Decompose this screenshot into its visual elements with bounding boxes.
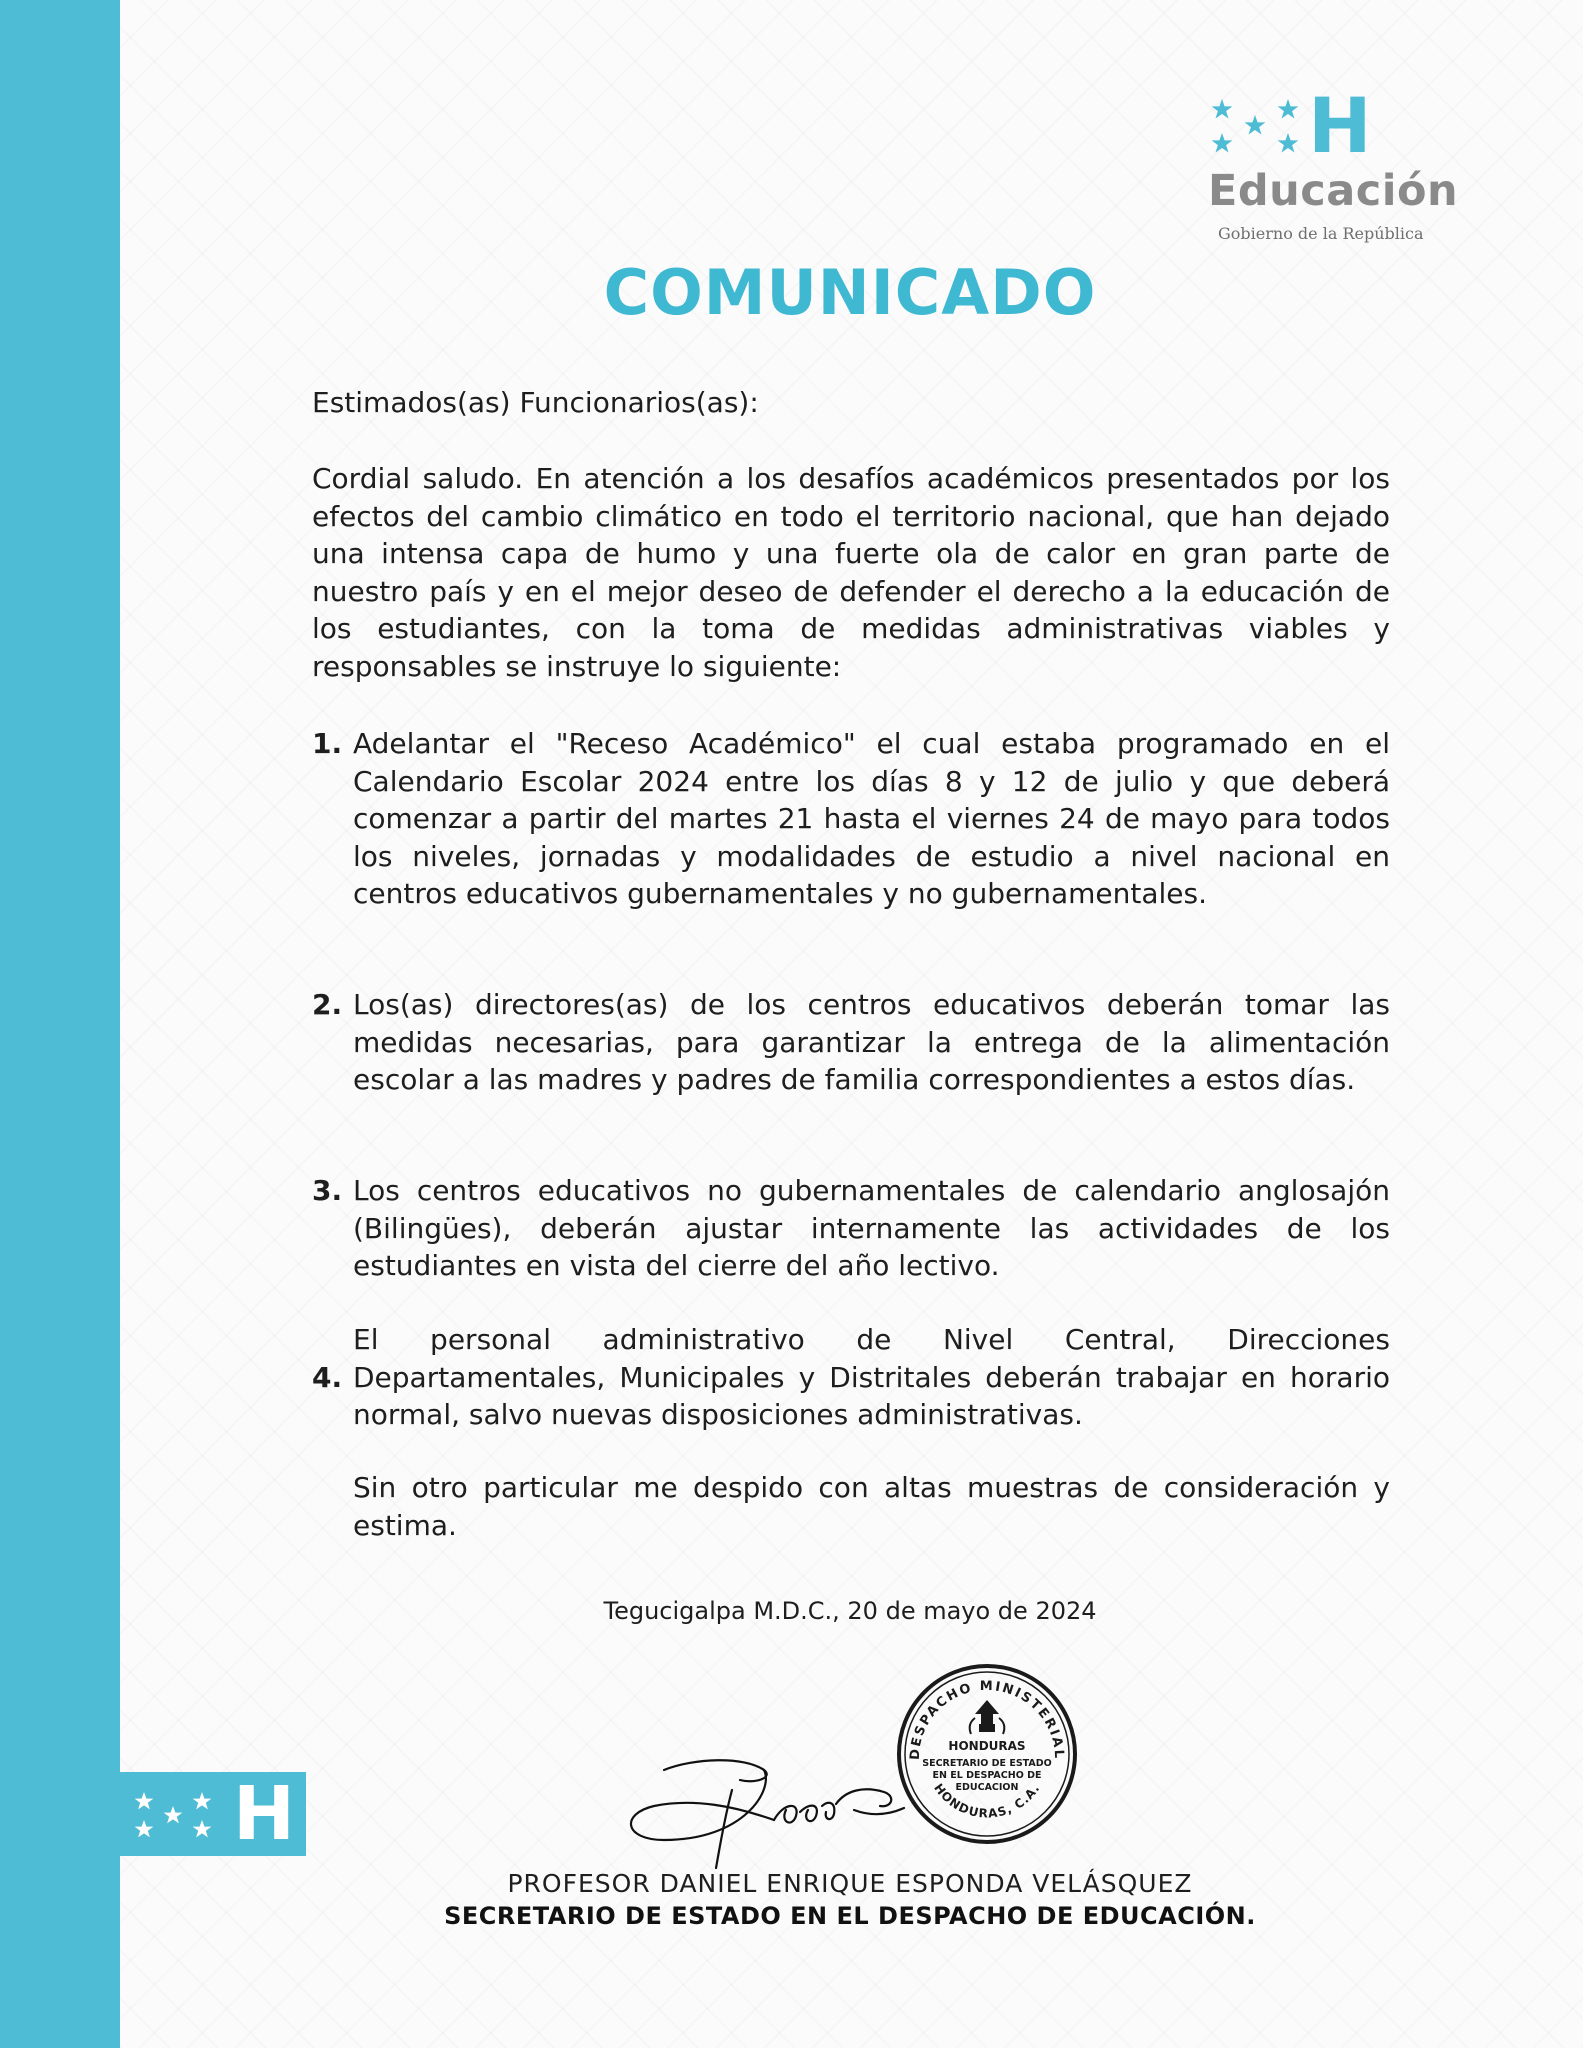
list-item-text: Adelantar el "Receso Académico" el cual estaba programado en el Calendario Escolar 2024 entre los días 8 y 12 de julio y que deberá comenzar a partir del martes 21 hasta el viernes 24 de mayo para todos los niveles, jornadas y modalidades de estudio a nivel nacional en centros educativos gubernamentales y no gubernamentales. <box>353 727 1390 910</box>
stamp-line-1: SECRETARIO DE ESTADO <box>922 1758 1052 1769</box>
side-accent-bar <box>0 0 120 2048</box>
brand-subtitle: Gobierno de la República <box>1218 224 1424 243</box>
list-item-number: 4. <box>312 1361 343 1394</box>
stamp-bottom-text: HONDURAS, C.A. <box>931 1780 1043 1821</box>
handwritten-signature <box>624 1750 944 1870</box>
list-item-text: Los(as) directores(as) de los centros educativos deberán tomar las medidas necesarias, para garantizar la entrega de la alimentación escolar a las madres y padres de familia correspondientes a estos días. <box>353 988 1390 1096</box>
stars-icon <box>1208 97 1304 159</box>
sidebar-logo <box>120 1772 306 1856</box>
list-item-text: El personal administrativo de Nivel Central, Direcciones Departamentales, Municipales y Distritales deberán trabajar en horario normal, salvo nuevas disposiciones administrativas. <box>353 1323 1390 1431</box>
list-item-text: Los centros educativos no gubernamentales de calendario anglosajón (Bilingües), deberán ajustar internamente las actividades de los estudiantes en vista del cierre del año lectivo. <box>353 1174 1390 1282</box>
salutation: Estimados(as) Funcionarios(as): <box>312 386 759 419</box>
sidebar-logo-letter: H <box>233 1771 295 1857</box>
list-item-number: 1. <box>312 727 343 760</box>
list-item-number: 3. <box>312 1174 343 1207</box>
header-logo-letter: H <box>1308 81 1372 170</box>
header-logo <box>1208 81 1478 252</box>
intro-paragraph: Cordial saludo. En atención a los desafíos académicos presentados por los efectos del cambio climático en todo el territorio nacional, que han dejado una intensa capa de humo y una fuerte ola de calor en gran parte de nuestro país y en el mejor deseo de defender el derecho a la educación de los estudiantes, con la toma de medidas administrativas viables y responsables se instruye lo siguiente: <box>312 462 1390 683</box>
stars-icon <box>132 1788 228 1844</box>
stamp-line-2: EN EL DESPACHO DE <box>932 1770 1042 1781</box>
page-title: COMUNICADO <box>603 256 1097 329</box>
signer-name: PROFESOR DANIEL ENRIQUE ESPONDA VELÁSQUEZ <box>507 1869 1193 1898</box>
signer-title: SECRETARIO DE ESTADO EN EL DESPACHO DE EDUCACIÓN. <box>444 1902 1256 1930</box>
closing-paragraph: Sin otro particular me despido con altas muestras de consideración y estima. <box>353 1471 1390 1542</box>
list-item-number: 2. <box>312 988 343 1021</box>
stamp-top-text: DESPACHO MINISTERIAL <box>907 1678 1067 1761</box>
place-date: Tegucigalpa M.D.C., 20 de mayo de 2024 <box>603 1597 1097 1625</box>
stamp-country: HONDURAS <box>948 1739 1026 1753</box>
coat-of-arms-icon <box>970 1700 1005 1734</box>
brand-name: Educación <box>1208 166 1459 216</box>
stamp-line-3: EDUCACION <box>955 1782 1019 1793</box>
